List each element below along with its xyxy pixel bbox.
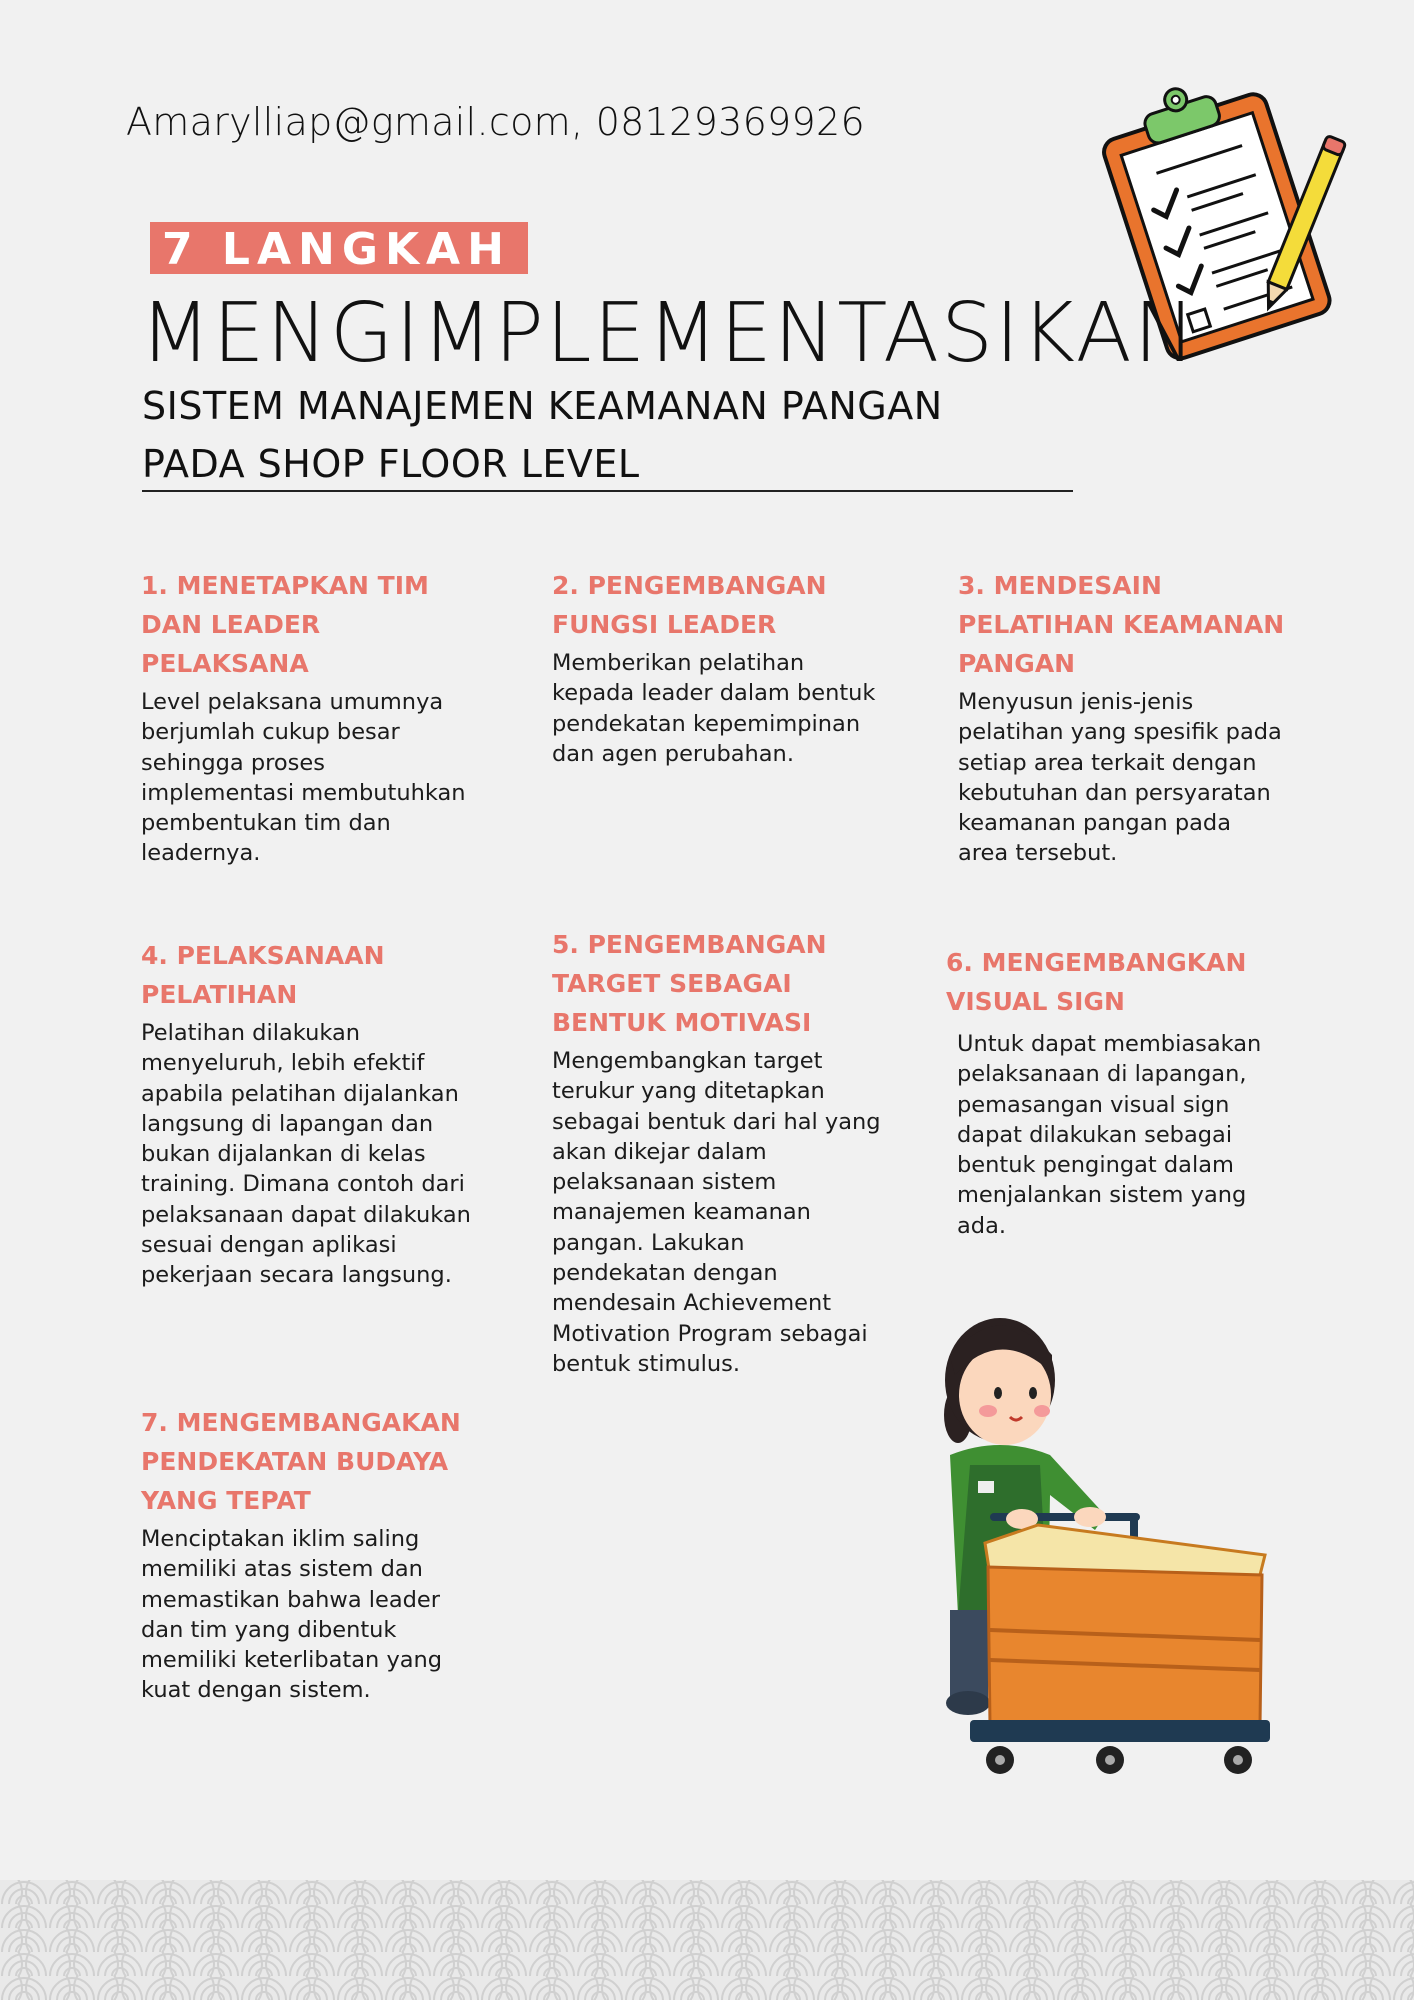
contact-info: Amarylliap@gmail.com, 08129369926 [126,100,865,144]
step-body: Menyusun jenis-jenis pelatihan yang spesifik pada setiap area terkait dengan kebutuhan dan persyaratan keamanan pangan pada area tersebut. [958,689,1282,867]
step-5 [552,925,882,1379]
step-1 [141,566,471,869]
step-body: Menciptakan iklim saling memiliki atas sistem dan memastikan bahwa leader dan tim yang dibentuk memiliki keterlibatan yang kuat dengan sistem. [141,1526,443,1704]
step-title: 3. MENDESAIN PELATIHAN KEAMANAN PANGAN [958,571,1285,678]
step-title: 1. MENETAPKAN TIM DAN LEADER PELAKSANA [141,571,429,678]
page-title: MENGIMPLEMENTASIKAN [140,286,1198,381]
step-title: 7. MENGEMBANGAKAN PENDEKATAN BUDAYA YANG TEPAT [141,1408,461,1515]
subtitle-line-2: PADA SHOP FLOOR LEVEL [142,442,640,486]
step-title: 2. PENGEMBANGAN FUNGSI LEADER [552,571,827,639]
steps-count-badge [150,222,528,274]
step-6 [946,943,1276,1241]
step-2 [552,566,882,769]
step-title: 4. PELAKSANAAN PELATIHAN [141,941,385,1009]
step-body: Untuk dapat membiasakan pelaksanaan di lapangan, pemasangan visual sign dapat dilakukan sebagai bentuk pengingat dalam menjalankan sistem yang ada. [957,1031,1262,1239]
step-body: Pelatihan dilakukan menyeluruh, lebih efektif apabila pelatihan dijalankan langsung di lapangan dan bukan dijalankan di kelas training. Dimana contoh dari pelaksanaan dapat dilakukan sesuai dengan aplikasi pekerjaan secara langsung. [141,1020,471,1289]
step-4 [141,936,471,1291]
step-title: 5. PENGEMBANGAN TARGET SEBAGAI BENTUK MOTIVASI [552,930,827,1037]
wave-pattern [0,1880,1414,2000]
step-body: Memberikan pelatihan kepada leader dalam bentuk pendekatan kepemimpinan dan agen perubahan. [552,650,876,767]
worker-with-cart-illustration [930,1285,1280,1805]
subtitle-line-1: SISTEM MANAJEMEN KEAMANAN PANGAN [142,384,943,428]
step-7 [141,1403,471,1706]
step-body: Mengembangkan target terukur yang ditetapkan sebagai bentuk dari hal yang akan dikejar dalam pelaksanaan sistem manajemen keamanan pangan. Lakukan pendekatan dengan mendesain Achievement Motivation Program sebagai bentuk stimulus. [552,1048,881,1377]
step-body: Level pelaksana umumnya berjumlah cukup besar sehingga proses implementasi membutuhkan pembentukan tim dan leadernya. [141,689,466,867]
step-title: 6. MENGEMBANGKAN VISUAL SIGN [946,948,1247,1016]
badge-label: 7 LANGKAH [162,224,511,275]
step-3 [958,566,1288,869]
title-divider [142,490,1073,492]
